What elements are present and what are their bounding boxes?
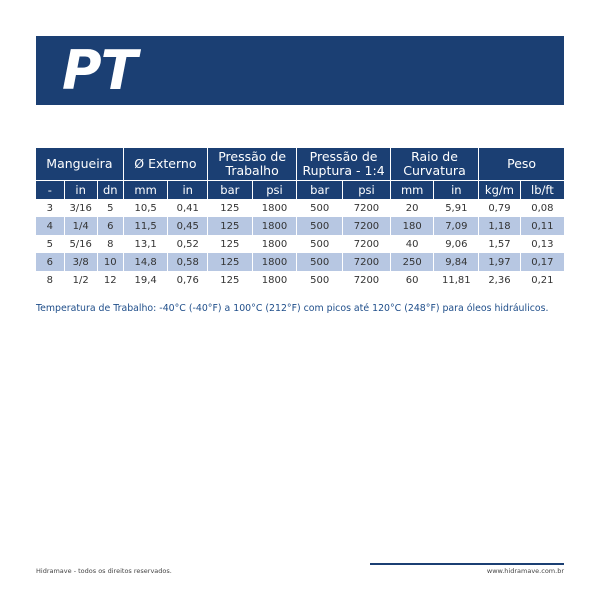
table-cell: 500 bbox=[297, 271, 343, 289]
table-cell: 11,5 bbox=[123, 217, 168, 235]
footer-copyright: Hidramave - todos os direitos reservados. bbox=[36, 567, 172, 575]
table-cell: 7200 bbox=[343, 235, 391, 253]
table-cell: 1800 bbox=[252, 253, 297, 271]
table-cell: 7200 bbox=[343, 199, 391, 217]
table-cell: 125 bbox=[207, 235, 252, 253]
table-cell: 60 bbox=[390, 271, 434, 289]
header-pressao-ruptura: Pressão de Ruptura - 1:4 bbox=[297, 148, 391, 181]
table-cell: 1/2 bbox=[64, 271, 97, 289]
spec-table bbox=[36, 148, 564, 289]
table-cell: 1800 bbox=[252, 271, 297, 289]
unit-header: in bbox=[64, 181, 97, 200]
table-cell: 0,13 bbox=[520, 235, 564, 253]
unit-header: dn bbox=[97, 181, 123, 200]
unit-header: lb/ft bbox=[520, 181, 564, 200]
table-cell: 500 bbox=[297, 253, 343, 271]
table-cell: 5/16 bbox=[64, 235, 97, 253]
table-cell: 0,11 bbox=[520, 217, 564, 235]
table-row bbox=[36, 271, 564, 289]
unit-header: in bbox=[168, 181, 208, 200]
table-cell: 250 bbox=[390, 253, 434, 271]
unit-header: mm bbox=[390, 181, 434, 200]
header-mangueira: Mangueira bbox=[36, 148, 123, 181]
table-cell: 1800 bbox=[252, 235, 297, 253]
table-cell: 9,06 bbox=[434, 235, 479, 253]
table-row bbox=[36, 217, 564, 235]
table-cell: 5 bbox=[97, 199, 123, 217]
table-cell: 1800 bbox=[252, 199, 297, 217]
table-cell: 125 bbox=[207, 217, 252, 235]
table-cell: 1/4 bbox=[64, 217, 97, 235]
table-cell: 1800 bbox=[252, 217, 297, 235]
table-cell: 11,81 bbox=[434, 271, 479, 289]
table-cell: 0,08 bbox=[520, 199, 564, 217]
table-cell: 500 bbox=[297, 217, 343, 235]
table-cell: 0,45 bbox=[168, 217, 208, 235]
table-cell: 0,21 bbox=[520, 271, 564, 289]
table-cell: 3/8 bbox=[64, 253, 97, 271]
table-cell: 0,76 bbox=[168, 271, 208, 289]
table-cell: 40 bbox=[390, 235, 434, 253]
unit-header: psi bbox=[343, 181, 391, 200]
table-cell: 1,97 bbox=[479, 253, 521, 271]
table-cell: 14,8 bbox=[123, 253, 168, 271]
table-row bbox=[36, 199, 564, 217]
unit-header: mm bbox=[123, 181, 168, 200]
working-temperature-note: Temperatura de Trabalho: -40°C (-40°F) a 100°C (212°F) com picos até 120°C (248°F) para óleos hidráulicos. bbox=[36, 303, 549, 314]
table-cell: 5 bbox=[36, 235, 64, 253]
header-raio-curvatura: Raio de Curvatura bbox=[390, 148, 478, 181]
table-cell: 0,17 bbox=[520, 253, 564, 271]
table-cell: 0,58 bbox=[168, 253, 208, 271]
group-header-row bbox=[36, 148, 564, 181]
table-cell: 7,09 bbox=[434, 217, 479, 235]
header-pressao-trabalho: Pressão de Trabalho bbox=[207, 148, 296, 181]
table-cell: 0,79 bbox=[479, 199, 521, 217]
table-cell: 1,57 bbox=[479, 235, 521, 253]
header-diametro-externo: Ø Externo bbox=[123, 148, 207, 181]
table-cell: 8 bbox=[36, 271, 64, 289]
table-cell: 0,41 bbox=[168, 199, 208, 217]
product-title: PT bbox=[62, 39, 137, 102]
table-cell: 500 bbox=[297, 199, 343, 217]
table-cell: 125 bbox=[207, 199, 252, 217]
table-cell: 13,1 bbox=[123, 235, 168, 253]
table-cell: 12 bbox=[97, 271, 123, 289]
table-cell: 10,5 bbox=[123, 199, 168, 217]
table-cell: 0,52 bbox=[168, 235, 208, 253]
unit-header: bar bbox=[297, 181, 343, 200]
table-cell: 1,18 bbox=[479, 217, 521, 235]
table-cell: 2,36 bbox=[479, 271, 521, 289]
title-banner bbox=[36, 36, 564, 105]
table-cell: 180 bbox=[390, 217, 434, 235]
unit-header: - bbox=[36, 181, 64, 200]
table-cell: 500 bbox=[297, 235, 343, 253]
table-cell: 5,91 bbox=[434, 199, 479, 217]
table-cell: 7200 bbox=[343, 253, 391, 271]
table-cell: 6 bbox=[36, 253, 64, 271]
table-cell: 125 bbox=[207, 253, 252, 271]
table-row bbox=[36, 253, 564, 271]
footer-divider bbox=[370, 563, 564, 565]
table-cell: 7200 bbox=[343, 217, 391, 235]
table-cell: 125 bbox=[207, 271, 252, 289]
table-cell: 9,84 bbox=[434, 253, 479, 271]
table-cell: 20 bbox=[390, 199, 434, 217]
units-header-row bbox=[36, 181, 564, 200]
table-cell: 8 bbox=[97, 235, 123, 253]
header-peso: Peso bbox=[479, 148, 564, 181]
table-cell: 19,4 bbox=[123, 271, 168, 289]
table-cell: 10 bbox=[97, 253, 123, 271]
unit-header: psi bbox=[252, 181, 297, 200]
table-row bbox=[36, 235, 564, 253]
table-cell: 6 bbox=[97, 217, 123, 235]
table-cell: 3/16 bbox=[64, 199, 97, 217]
unit-header: bar bbox=[207, 181, 252, 200]
table-cell: 4 bbox=[36, 217, 64, 235]
table-cell: 3 bbox=[36, 199, 64, 217]
unit-header: in bbox=[434, 181, 479, 200]
table-cell: 7200 bbox=[343, 271, 391, 289]
footer-website-link[interactable]: www.hidramave.com.br bbox=[486, 567, 564, 575]
unit-header: kg/m bbox=[479, 181, 521, 200]
